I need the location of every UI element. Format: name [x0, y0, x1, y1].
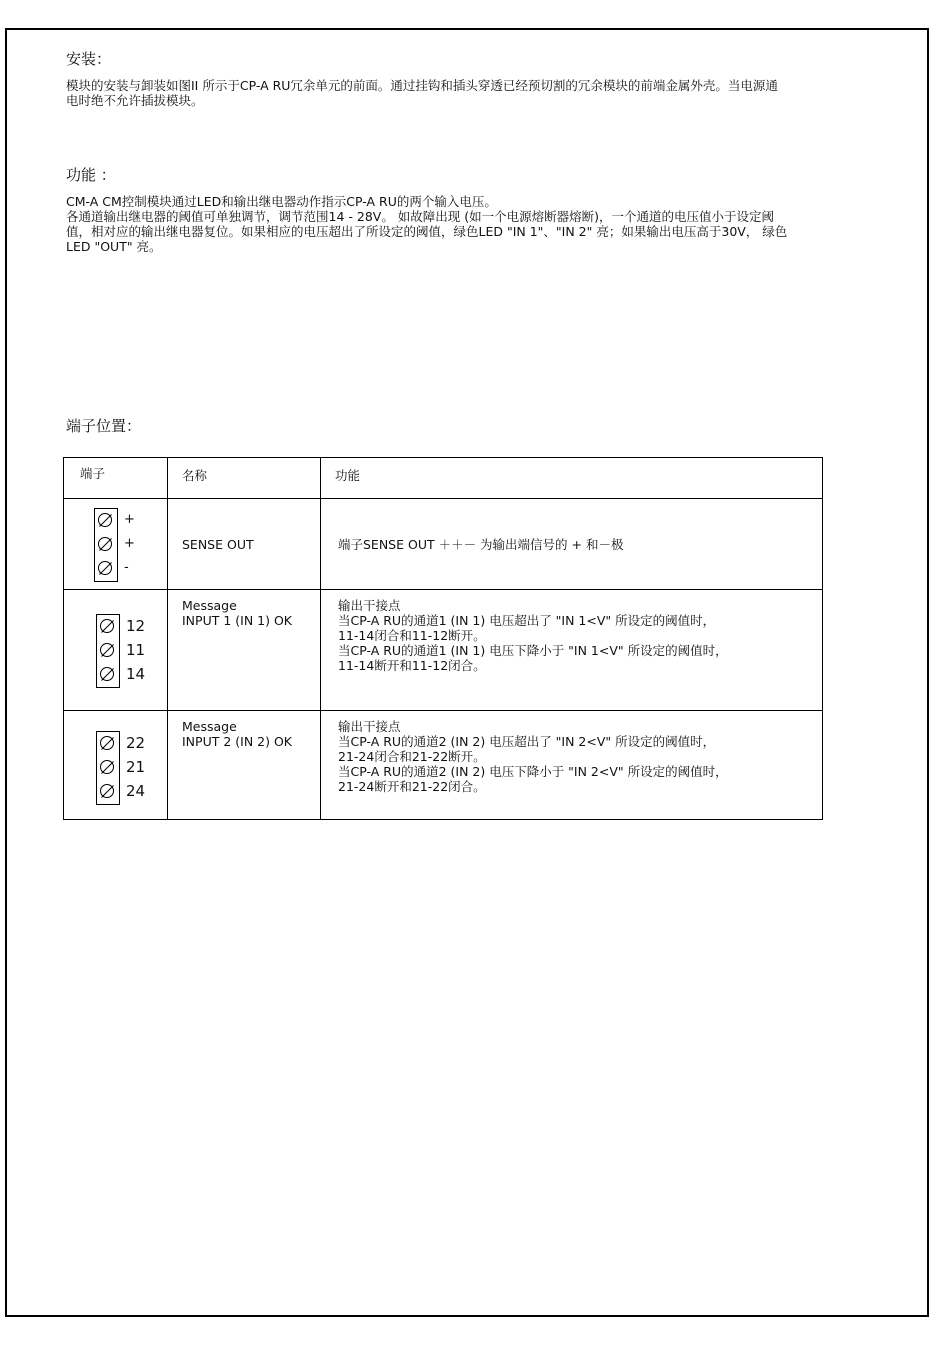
terminal-name	[168, 711, 321, 820]
install-heading: 安装：	[66, 50, 112, 68]
pin-label: 11	[126, 641, 146, 659]
header-function	[321, 458, 823, 499]
terminal-name	[168, 590, 321, 711]
terminal-block	[96, 731, 145, 805]
terminals-heading: 端子位置：	[66, 417, 142, 435]
header-terminal	[64, 458, 168, 499]
screw-terminal-icon	[98, 561, 112, 575]
header-function-label: 功能	[335, 468, 361, 483]
pin-labels	[118, 508, 135, 582]
terminal-function-line: 11-14断开和11-12闭合。	[338, 658, 486, 673]
terminal-table	[63, 457, 823, 820]
screw-terminal-icon	[100, 784, 114, 798]
terminal-name-line: SENSE OUT	[182, 536, 254, 552]
screw-terminal-icon	[100, 760, 114, 774]
screw-terminal-icon	[98, 513, 112, 527]
terminal-cell	[64, 590, 168, 711]
terminal-name	[168, 499, 321, 590]
pin-labels	[120, 614, 145, 688]
function-line: LED "OUT" 亮。	[66, 239, 162, 254]
pin-labels	[120, 731, 145, 805]
terminal-function-line: 21-24闭合和21-22断开。	[338, 749, 486, 764]
install-line: 电时绝不允许插拔模块。	[66, 93, 204, 108]
header-name-label: 名称	[182, 468, 208, 483]
install-line: 模块的安装与卸装如图II 所示于CP-A RU冗余单元的前面。通过挂钩和插头穿透已经预切割的冗余模块的前端金属外壳。当电源通	[66, 78, 778, 93]
terminal-function-line: 11-14闭合和11-12断开。	[338, 628, 486, 643]
function-line: CM-A CM控制模块通过LED和输出继电器动作指示CP-A RU的两个输入电压。	[66, 194, 497, 209]
terminal-name-line: INPUT 2 (IN 2) OK	[182, 734, 292, 749]
screw-terminal-icon	[100, 619, 114, 633]
terminal-block	[94, 508, 135, 582]
pin-label: 21	[126, 758, 146, 776]
terminal-function-line: 当CP-A RU的通道1 (IN 1) 电压超出了 "IN 1<V" 所设定的阈值时，	[338, 613, 716, 628]
terminal-function	[321, 711, 823, 820]
terminal-cell	[64, 499, 168, 590]
function-heading: 功能 ：	[66, 166, 116, 184]
function-line: 各通道输出继电器的阈值可单独调节，调节范围14 - 28V。 如故障出现 (如一个电源熔断器熔断)，一个通道的电压值小于设定阈	[66, 209, 775, 224]
pin-label: -	[124, 560, 129, 575]
pin-label: +	[124, 536, 135, 551]
screw-column	[96, 731, 120, 805]
screw-terminal-icon	[100, 643, 114, 657]
terminal-cell	[64, 711, 168, 820]
terminal-block	[96, 614, 145, 688]
table-row	[64, 711, 823, 820]
terminal-function-line: 21-24断开和21-22闭合。	[338, 779, 486, 794]
terminal-function-line: 当CP-A RU的通道1 (IN 1) 电压下降小于 "IN 1<V" 所设定的阈值时，	[338, 643, 728, 658]
screw-terminal-icon	[98, 537, 112, 551]
screw-terminal-icon	[100, 736, 114, 750]
header-name	[168, 458, 321, 499]
pin-label: 22	[126, 734, 146, 752]
terminal-table-header	[64, 458, 823, 499]
screw-column	[96, 614, 120, 688]
terminal-function-line: 当CP-A RU的通道2 (IN 2) 电压超出了 "IN 2<V" 所设定的阈值时，	[338, 734, 716, 749]
terminal-function	[321, 590, 823, 711]
terminal-function-line: 输出干接点	[338, 598, 401, 613]
function-line: 值，相对应的输出继电器复位。如果相应的电压超出了所设定的阈值，绿色LED "IN 1"、"IN 2" 亮；如果输出电压高于30V， 绿色	[66, 224, 788, 239]
header-terminal-label: 端子	[80, 466, 106, 481]
pin-label: 24	[126, 782, 146, 800]
pin-label: 12	[126, 617, 146, 635]
terminal-function-line: 端子SENSE OUT ＋＋－ 为输出端信号的 + 和－极	[338, 536, 624, 552]
terminal-function	[321, 499, 823, 590]
pin-label: 14	[126, 665, 146, 683]
install-paragraph	[66, 78, 906, 108]
screw-terminal-icon	[100, 667, 114, 681]
screw-column	[94, 508, 118, 582]
terminal-name-line: Message	[182, 719, 237, 734]
table-row	[64, 499, 823, 590]
terminal-name-line: Message	[182, 598, 237, 613]
function-paragraph	[66, 194, 906, 254]
terminal-function-line: 当CP-A RU的通道2 (IN 2) 电压下降小于 "IN 2<V" 所设定的阈值时，	[338, 764, 728, 779]
terminal-name-line: INPUT 1 (IN 1) OK	[182, 613, 292, 628]
pin-label: +	[124, 512, 135, 527]
terminal-function-line: 输出干接点	[338, 719, 401, 734]
table-row	[64, 590, 823, 711]
